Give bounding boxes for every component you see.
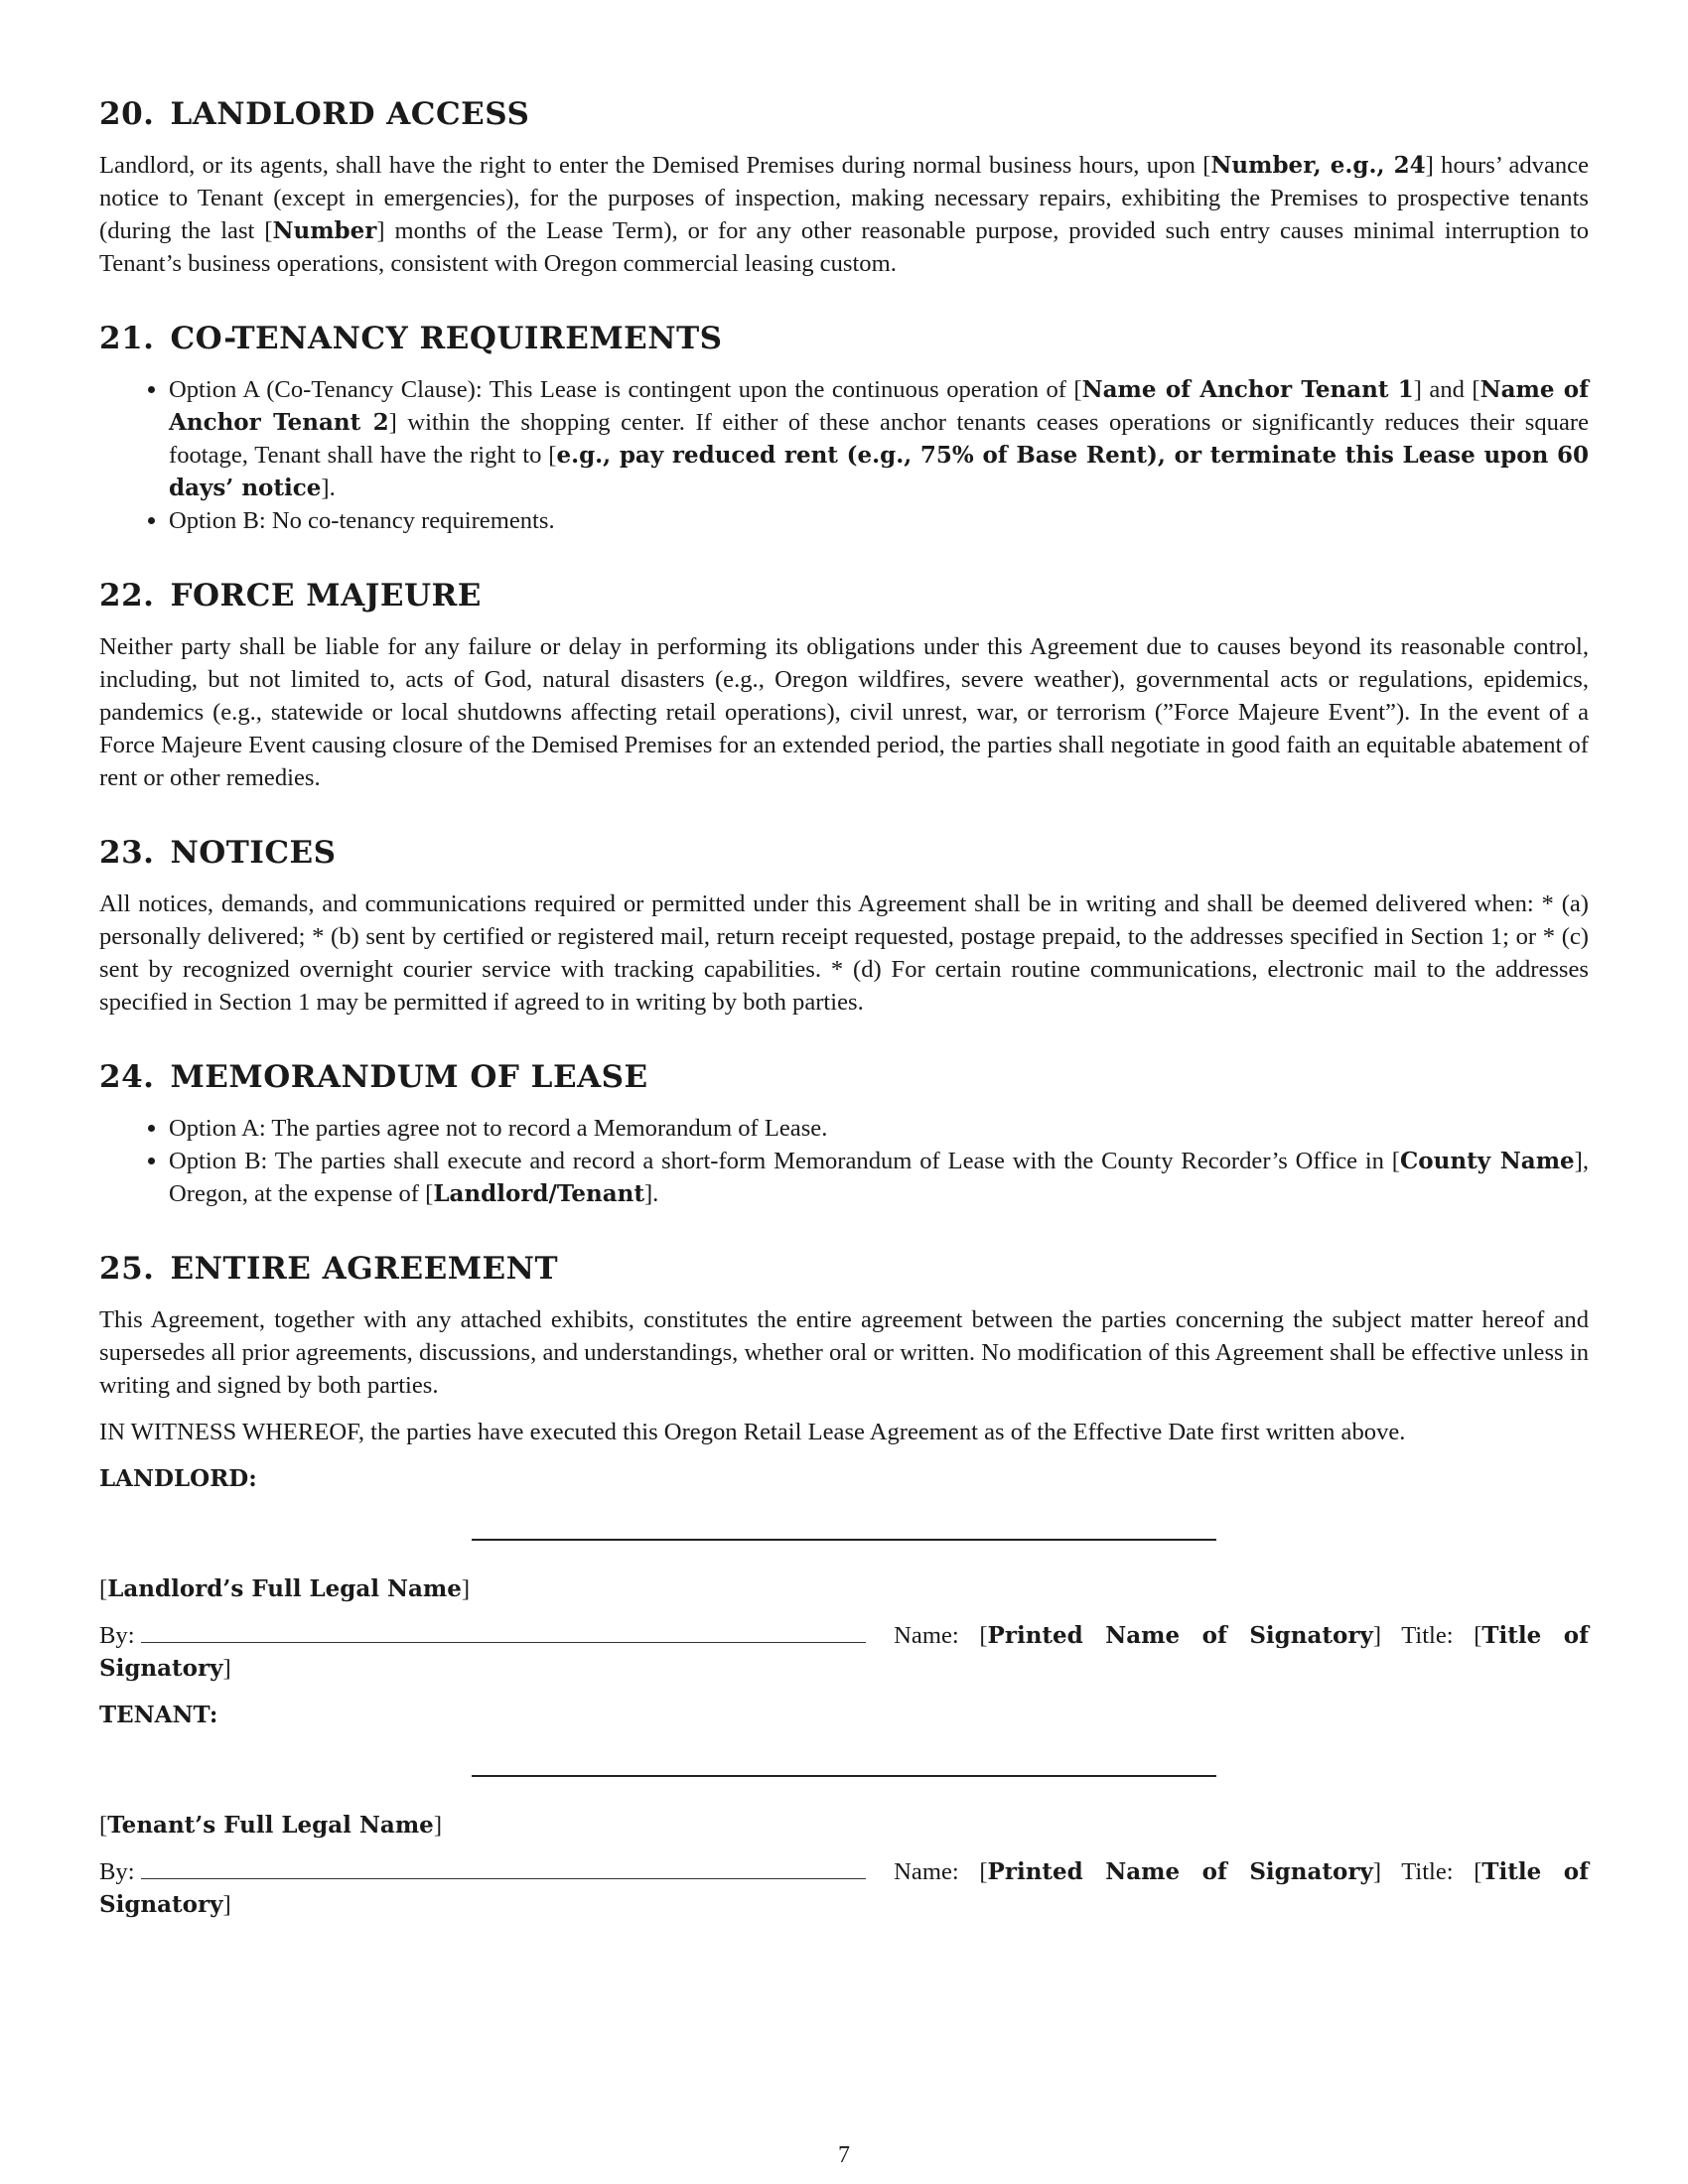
- section-co-tenancy: [99, 320, 1589, 537]
- placeholder-field: Printed Name of Signatory: [987, 1622, 1373, 1649]
- list-item: [169, 373, 1589, 504]
- section-memorandum-of-lease: [99, 1058, 1589, 1210]
- section-notices: [99, 834, 1589, 1019]
- body-text: ], Oregon, at the expense of [: [169, 1148, 1590, 1207]
- options-list: [99, 1112, 1589, 1210]
- page-number: 7: [838, 2142, 850, 2168]
- placeholder-field: Title of Signatory: [99, 1622, 1589, 1682]
- title-label: Title:: [1401, 1858, 1454, 1885]
- section-body: This Agreement, together with any attached exhibits, constitutes the entire agreement between the parties concerning the subject matter hereof and supersedes all prior agreements, discussions, and understandings, whether oral or written. No modification of this Agreement shall be effective unless in writing and signed by both parties.: [99, 1306, 1589, 1399]
- placeholder-field: County Name: [1400, 1148, 1575, 1174]
- by-label: By:: [99, 1858, 135, 1885]
- landlord-legal-name: [Landlord’s Full Legal Name]: [99, 1575, 471, 1602]
- landlord-by-row: By: Name: [Printed Name of Signatory] Title: [Title of Signatory]: [99, 1622, 1589, 1682]
- body-text: ] within the shopping center. If either of these anchor tenants ceases operations or significantly reduces their square footage, Tenant shall have the right to [: [169, 409, 1589, 469]
- body-text: Option B: The parties shall execute and record a short-form Memorandum of Lease with the County Recorder’s Office in [: [169, 1148, 1400, 1174]
- landlord-label: LANDLORD:: [99, 1465, 257, 1492]
- section-entire-agreement: [99, 1250, 1589, 1402]
- title-label: Title:: [1401, 1622, 1454, 1649]
- section-title: CO-TENANCY REQUIREMENTS: [170, 321, 723, 356]
- tenant-by-row: By: Name: [Printed Name of Signatory] Title: [Title of Signatory]: [99, 1858, 1589, 1918]
- placeholder-field: Printed Name of Signatory: [987, 1858, 1373, 1885]
- placeholder-field: Name of Anchor Tenant 2: [169, 376, 1590, 436]
- body-text: ] hours’ advance notice to Tenant (except in emergencies), for the purposes of inspection, making necessary repairs, exhibiting the Premises to prospective tenants (during the last [: [99, 152, 1589, 244]
- section-number: 21.: [99, 321, 155, 356]
- section-heading: [99, 834, 1589, 872]
- by-label: By:: [99, 1622, 135, 1649]
- list-item: [169, 1145, 1589, 1210]
- document-page: [99, 95, 1589, 1921]
- section-title: MEMORANDUM OF LEASE: [170, 1059, 648, 1095]
- section-heading: [99, 95, 1589, 133]
- section-title: LANDLORD ACCESS: [170, 96, 530, 132]
- placeholder-field: Number, e.g., 24: [1210, 152, 1426, 179]
- landlord-signature-block: [99, 1462, 1589, 1685]
- name-label: Name:: [894, 1622, 959, 1649]
- witness-statement: IN WITNESS WHEREOF, the parties have executed this Oregon Retail Lease Agreement as of the Effective Date first written above.: [99, 1419, 1406, 1445]
- section-heading: [99, 577, 1589, 614]
- list-item: • Option B: No co-tenancy requirements.: [169, 504, 1589, 537]
- name-label: Name:: [894, 1858, 959, 1885]
- section-heading: [99, 320, 1589, 357]
- section-number: 22.: [99, 578, 155, 614]
- section-number: 24.: [99, 1059, 155, 1095]
- section-title: FORCE MAJEURE: [170, 578, 482, 614]
- placeholder-field: Tenant’s Full Legal Name: [107, 1812, 434, 1839]
- tenant-signature-block: [99, 1699, 1589, 1921]
- section-body: All notices, demands, and communications required or permitted under this Agreement shall be in writing and shall be deemed delivered when: * (a) personally delivered; * (b) sent by certified or registered mail, return receipt requested, postage prepaid, to the addresses specified in Section 1; or * (c) sent by recognized overnight courier service with tracking capabilities. * (d) For certain routine communications, electronic mail to the addresses specified in Section 1 may be permitted if agreed to in writing by both parties.: [99, 890, 1589, 1016]
- placeholder-field: Landlord’s Full Legal Name: [107, 1575, 462, 1602]
- body-text: ].: [321, 475, 336, 501]
- list-item: • Option A: The parties agree not to record a Memorandum of Lease.: [169, 1112, 1589, 1145]
- tenant-legal-name: [Tenant’s Full Legal Name]: [99, 1812, 443, 1839]
- section-landlord-access: [99, 95, 1589, 280]
- tenant-label: TENANT:: [99, 1702, 218, 1728]
- section-body: [99, 149, 1589, 280]
- landlord-by-line[interactable]: [141, 1620, 866, 1643]
- section-number: 23.: [99, 835, 155, 871]
- placeholder-field: e.g., pay reduced rent (e.g., 75% of Base Rent), or terminate this Lease upon 60 days’ notice: [169, 442, 1589, 501]
- landlord-signature-line[interactable]: [472, 1539, 1216, 1541]
- section-number: 20.: [99, 96, 155, 132]
- tenant-by-line[interactable]: [141, 1856, 866, 1879]
- section-force-majeure: [99, 577, 1589, 794]
- placeholder-field: Name of Anchor Tenant 1: [1081, 376, 1414, 403]
- placeholder-field: Landlord/Tenant: [433, 1180, 644, 1207]
- body-text: Landlord, or its agents, shall have the right to enter the Demised Premises during normal business hours, upon [: [99, 152, 1211, 179]
- section-number: 25.: [99, 1251, 155, 1287]
- section-title: ENTIRE AGREEMENT: [170, 1251, 559, 1287]
- tenant-signature-line[interactable]: [472, 1775, 1216, 1777]
- section-heading: [99, 1058, 1589, 1096]
- placeholder-field: Title of Signatory: [99, 1858, 1589, 1918]
- body-text: ] months of the Lease Term), or for any other reasonable purpose, provided such entry causes minimal interruption to Tenant’s business operations, consistent with Oregon commercial leasing custom.: [99, 217, 1590, 277]
- section-title: NOTICES: [170, 835, 337, 871]
- section-body: Neither party shall be liable for any failure or delay in performing its obligations under this Agreement due to causes beyond its reasonable control, including, but not limited to, acts of God, natural disasters (e.g., Oregon wildfires, severe weather), governmental acts or regulations, epidemics, pandemics (e.g., statewide or local shutdowns affecting retail operations), civil unrest, war, or terrorism (”Force Majeure Event”). In the event of a Force Majeure Event causing closure of the Demised Premises for an extended period, the parties shall negotiate in good faith an equitable abatement of rent or other remedies.: [99, 633, 1589, 791]
- options-list: [99, 373, 1589, 537]
- body-text: Option A (Co-Tenancy Clause): This Lease is contingent upon the continuous operation of [: [169, 376, 1082, 403]
- body-text: ] and [: [1413, 376, 1480, 403]
- section-heading: [99, 1250, 1589, 1288]
- body-text: ].: [643, 1180, 659, 1207]
- placeholder-field: Number: [272, 217, 377, 244]
